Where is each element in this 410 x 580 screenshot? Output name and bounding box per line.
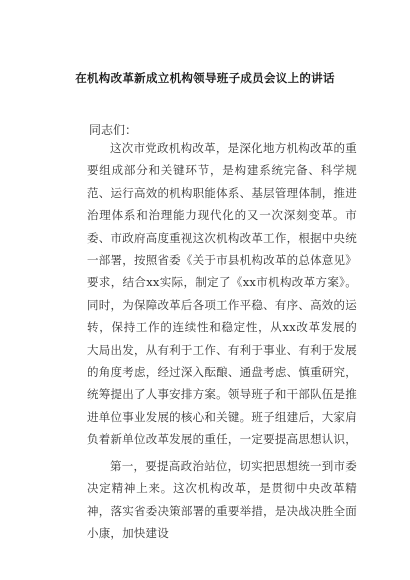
- paragraph: 这次市党政机构改革，是深化地方机构改革的重要组成部分和关键环节，是构建系统完备、科学规范、运行高效的机构职能体系、基层管理体制，推进治理体系和治理能力现代化的又一次深刻变革。市委、市政府高度重视这次机构改革工作，根据中央统一部署，按照省委《关于市县机构改革的总体意见》要求，结合xx实际，制定了《xx市机构改革方案》。同时，为保障改革后各项工作平稳、有序、高效的运转，保持工作的连续性和稳定性，从xx改革发展的大局出发，从有利于工作、有利于事业、有利于发展的角度考虑，经过深入酝酿、通盘考虑、慎重研究，统筹提出了人事安排方案。领导班子和干部队伍是推进单位事业发展的核心和关键。班子组建后，大家肩负着新单位改革发展的重任，一定要提高思想认识，: [87, 141, 357, 447]
- salutation: 同志们：: [89, 123, 138, 137]
- document-title: 在机构改革新成立机构领导班子成员会议上的讲话: [75, 71, 335, 85]
- paragraph: 第一，要提高政治站位，切实把思想统一到市委决定精神上来。这次机构改革，是贯彻中央改革精神，落实省委决策部署的重要举措，是决战决胜全面小康，加快建设: [87, 459, 357, 541]
